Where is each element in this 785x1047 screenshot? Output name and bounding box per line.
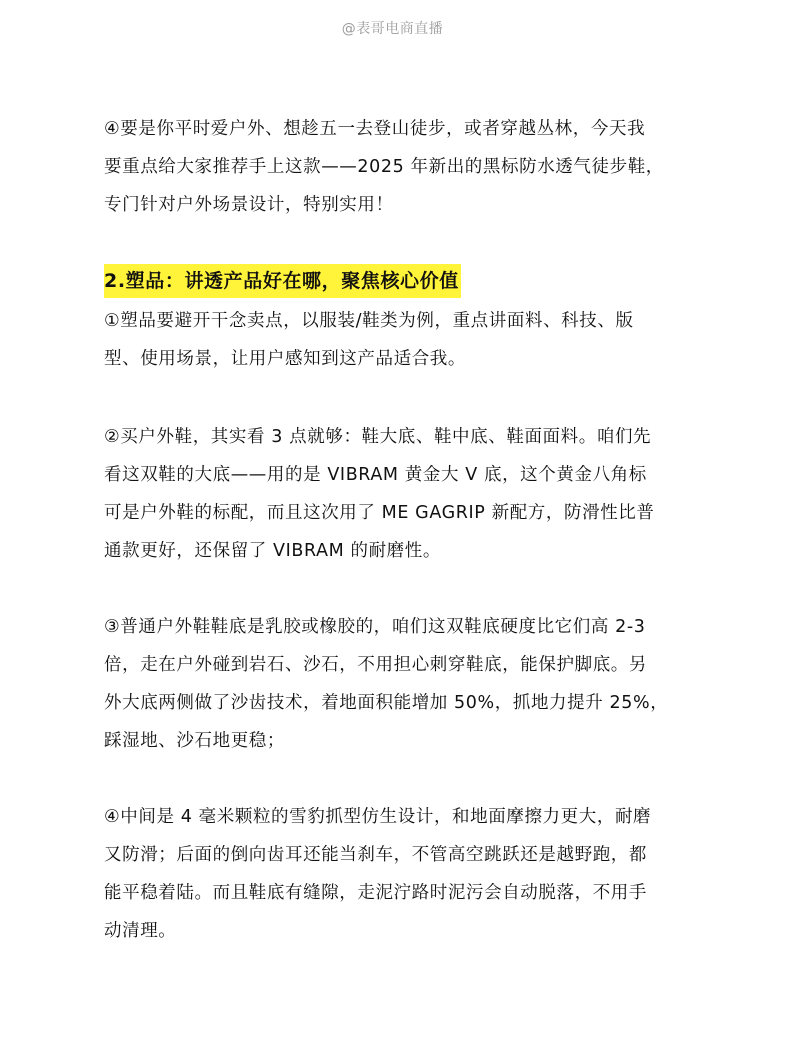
watermark-text: @表哥电商直播 [341, 21, 444, 37]
section-heading: 2.塑品：讲透产品好在哪，聚焦核心价值 [104, 264, 461, 298]
paragraph-point-1: ①塑品要避开干念卖点，以服装/鞋类为例，重点讲面料、科技、版 型、使用场景，让用户感知到这产品适合我。 [104, 311, 634, 369]
paragraph-point-4: ④中间是 4 毫米颗粒的雪豹抓型仿生设计，和地面摩擦力更大，耐磨 又防滑；后面的倒向齿耳还能当刹车，不管高空跳跃还是越野跑，都 能平稳着陆。而且鞋底有缝隙，走泥泞路时泥污会自动脱落，不用手 动清理。 [104, 807, 652, 941]
paragraph-point-2: ②买户外鞋，其实看 3 点就够：鞋大底、鞋中底、鞋面面料。咱们先 看这双鞋的大底——用的是 VIBRAM 黄金大 V 底，这个黄金八角标 可是户外鞋的标配，而且这次用了 ME GAGRIP 新配方，防滑性比普 通款更好，还保留了 VIBRAM 的耐磨性。 [104, 427, 655, 561]
article-body [104, 110, 704, 950]
paragraph-intro: ④要是你平时爱户外、想趁五一去登山徒步，或者穿越丛林，今天我 要重点给大家推荐手上这款——2025 年新出的黑标防水透气徒步鞋， 专门针对户外场景设计，特别实用！ [104, 119, 664, 215]
paragraph-point-3: ③普通户外鞋鞋底是乳胶或橡胶的，咱们这双鞋底硬度比它们高 2-3 倍，走在户外碰到岩石、沙石，不用担心刺穿鞋底，能保护脚底。另 外大底两侧做了沙齿技术，着地面积能增加 50%，抓地力提升 25%， 踩湿地、沙石地更稳； [104, 617, 669, 751]
section-heading-wrap [104, 264, 704, 300]
